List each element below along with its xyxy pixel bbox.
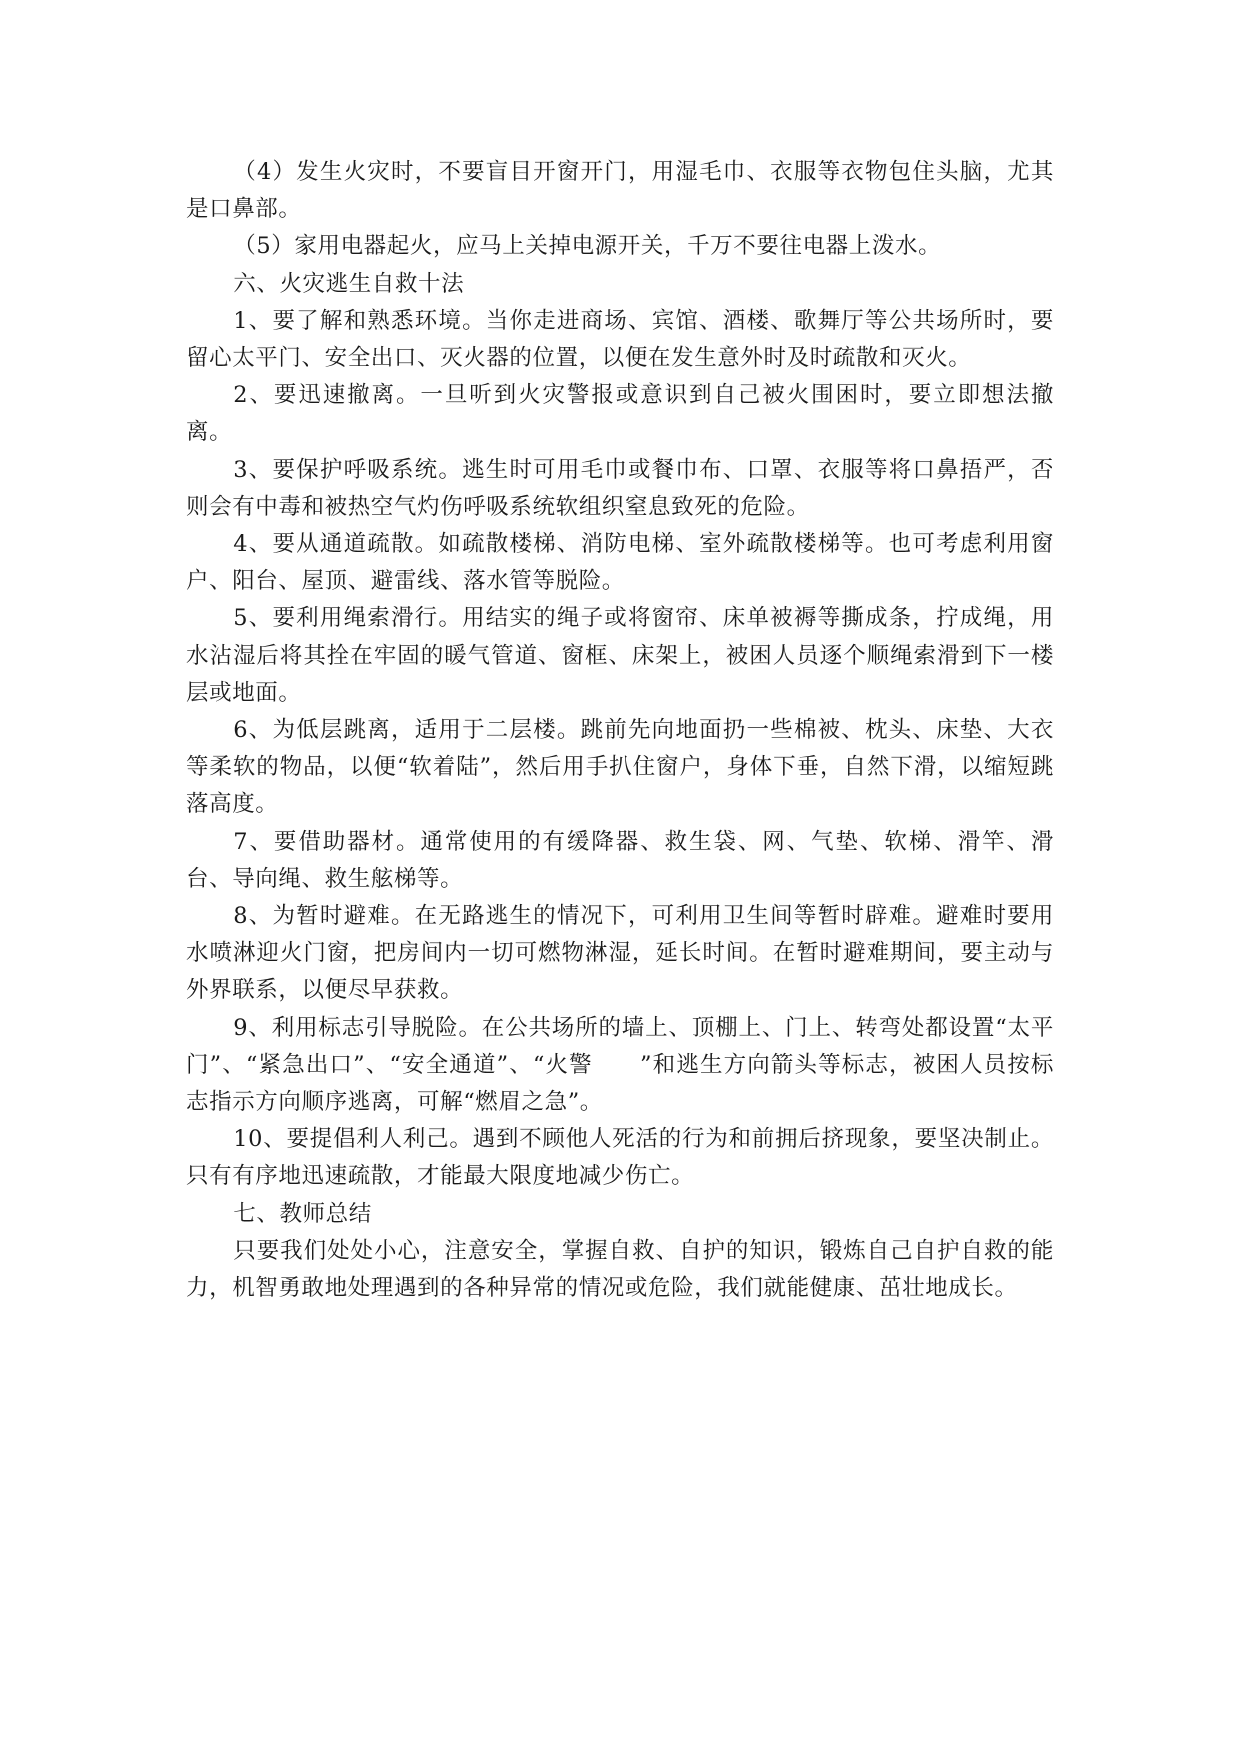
paragraph-summary: 只要我们处处小心，注意安全，掌握自救、自护的知识，锻炼自己自护自救的能力，机智勇敢地处理遇到的各种异常的情况或危险，我们就能健康、茁壮地成长。: [186, 1237, 1054, 1302]
paragraph-method-3: 3、要保护呼吸系统。逃生时可用毛巾或餐巾布、口罩、衣服等将口鼻捂严，否则会有中毒和被热空气灼伤呼吸系统软组织窒息致死的危险。: [186, 456, 1054, 520]
paragraph-method-10: 10、要提倡利人利己。遇到不顾他人死活的行为和前拥后挤现象，要坚决制止。只有有序地迅速疏散，才能最大限度地减少伤亡。: [186, 1126, 1054, 1190]
paragraph-method-1: 1、要了解和熟悉环境。当你走进商场、宾馆、酒楼、歌舞厅等公共场所时，要留心太平门、安全出口、灭火器的位置，以便在发生意外时及时疏散和灭火。: [186, 307, 1054, 372]
paragraph-method-5: 5、要利用绳索滑行。用结实的绳子或将窗帘、床单被褥等撕成条，拧成绳，用水沾湿后将其拴在牢固的暖气管道、窗框、床架上，被困人员逐个顺绳索滑到下一楼层或地面。: [186, 605, 1054, 706]
paragraph-method-4: 4、要从通道疏散。如疏散楼梯、消防电梯、室外疏散楼梯等。也可考虑利用窗户、阳台、屋顶、避雷线、落水管等脱险。: [186, 531, 1054, 595]
paragraph-method-7: 7、要借助器材。通常使用的有缓降器、救生袋、网、气垫、软梯、滑竿、滑台、导向绳、救生舷梯等。: [186, 828, 1054, 892]
section-heading-escape-methods: 六、火灾逃生自救十法: [233, 270, 465, 297]
section-heading-teacher-summary: 七、教师总结: [233, 1200, 372, 1227]
document-body: [186, 154, 1054, 1307]
paragraph-method-2: 2、要迅速撤离。一旦听到火灾警报或意识到自己被火围困时，要立即想法撤离。: [186, 382, 1054, 446]
paragraph-method-9: 9、利用标志引导脱险。在公共场所的墙上、顶棚上、门上、转弯处都设置“太平门”、“紧急出口”、“安全通道”、“火警 ”和逃生方向箭头等标志，被困人员按标志指示方向顺序逃离，可解“燃眉之急”。: [186, 1014, 1054, 1116]
paragraph-method-6: 6、为低层跳离，适用于二层楼。跳前先向地面扔一些棉被、枕头、床垫、大衣等柔软的物品，以便“软着陆”，然后用手扒住窗户，身体下垂，自然下滑，以缩短跳落高度。: [186, 717, 1054, 818]
paragraph-fire-item-4: （4）发生火灾时，不要盲目开窗开门，用湿毛巾、衣服等衣物包住头脑，尤其是口鼻部。: [186, 159, 1054, 223]
paragraph-fire-item-5: （5）家用电器起火，应马上关掉电源开关，千万不要往电器上泼水。: [233, 233, 942, 260]
paragraph-method-8: 8、为暂时避难。在无路逃生的情况下，可利用卫生间等暂时辟难。避难时要用水喷淋迎火门窗，把房间内一切可燃物淋湿，延长时间。在暂时避难期间，要主动与外界联系，以便尽早获救。: [186, 903, 1054, 1004]
